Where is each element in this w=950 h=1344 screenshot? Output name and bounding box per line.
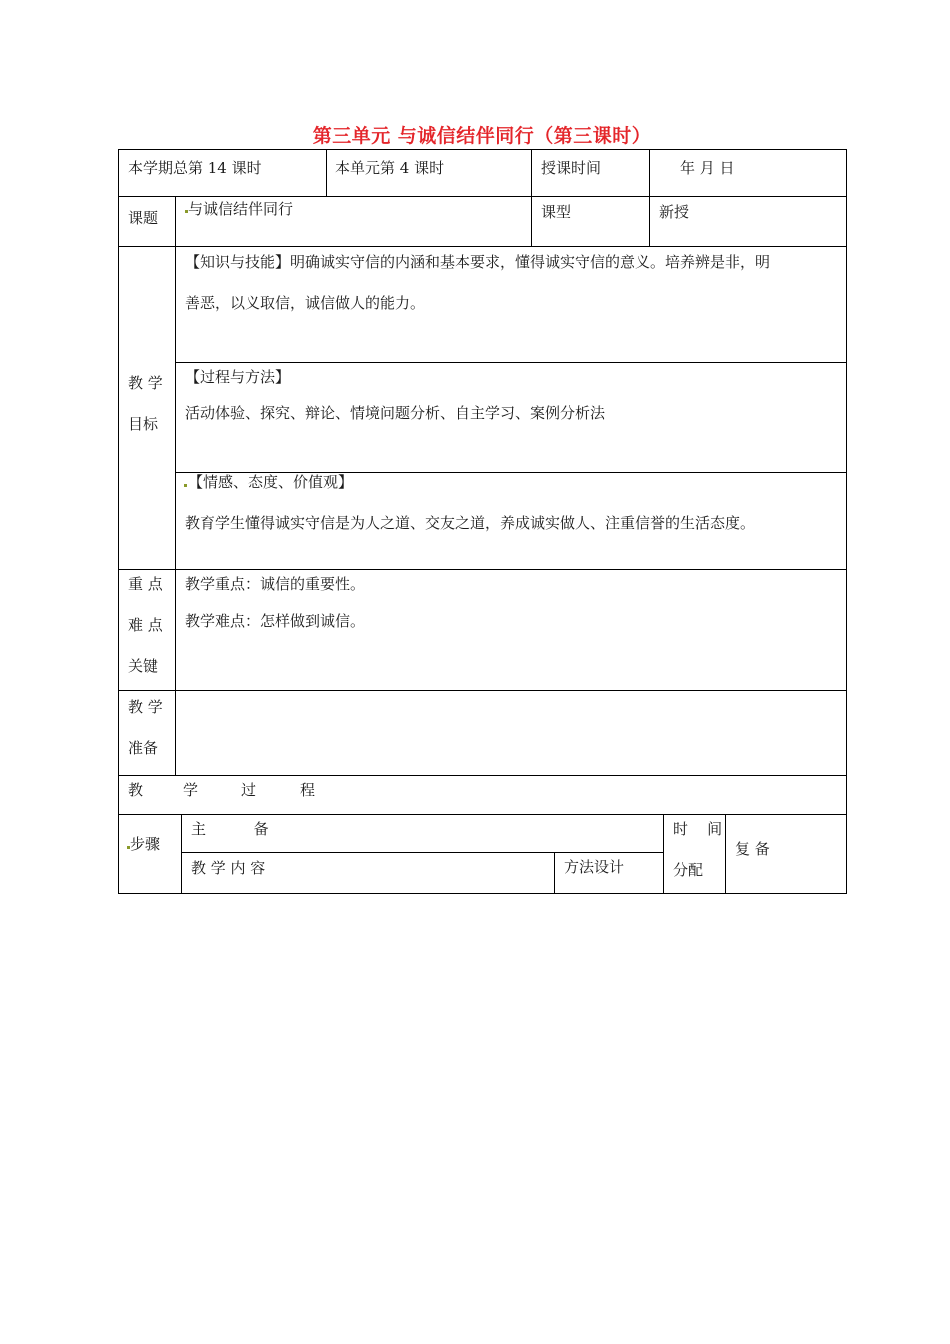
row-divider — [175, 362, 847, 363]
process-methods-text: 活动体验、探究、辩论、情境问题分析、自主学习、案例分析法 — [185, 404, 606, 422]
topic-value: 与诚信结伴同行 — [188, 200, 294, 218]
key-points-label: 难 点 — [128, 616, 163, 634]
unit-lesson-number: 本单元第 4 课时 — [335, 159, 445, 177]
teaching-time-label: 授课时间 — [541, 159, 602, 177]
lesson-type-value: 新授 — [659, 203, 690, 221]
process-methods-heading: 【过程与方法】 — [185, 368, 291, 386]
objectives-label: 目标 — [128, 415, 159, 433]
main-prep-header: 主 备 — [191, 820, 269, 838]
row-divider — [118, 246, 847, 247]
time-allocation-header: 分配 — [673, 861, 704, 879]
key-points-label: 重 点 — [128, 575, 163, 593]
row-divider — [118, 569, 847, 570]
teaching-content-header: 教 学 内 容 — [191, 859, 266, 877]
row-divider — [118, 196, 847, 197]
date-placeholder: 年 月 日 — [680, 159, 735, 177]
teaching-difficulty: 教学难点：怎样做到诚信。 — [185, 612, 366, 630]
page-title: 第三单元 与诚信结伴同行（第三课时） — [312, 125, 652, 147]
col-divider — [326, 149, 327, 196]
objectives-label: 教 学 — [128, 374, 163, 392]
time-allocation-header: 时 间 — [673, 820, 723, 838]
process-header-char: 程 — [300, 781, 316, 799]
method-design-header: 方法设计 — [564, 858, 625, 876]
marker-dot — [184, 484, 187, 487]
steps-label: 步骤 — [130, 835, 161, 853]
row-divider — [118, 775, 847, 776]
col-divider — [725, 814, 726, 894]
col-divider — [649, 149, 650, 246]
col-divider — [175, 196, 176, 775]
row-divider — [181, 852, 663, 853]
lesson-type-label: 课型 — [541, 203, 572, 221]
col-divider — [663, 814, 664, 894]
process-header-char: 教 — [128, 781, 144, 799]
process-header-char: 学 — [183, 781, 199, 799]
knowledge-skills-text: 善恶，以义取信，诚信做人的能力。 — [185, 294, 426, 312]
row-divider — [118, 814, 847, 815]
topic-label: 课题 — [128, 209, 159, 227]
col-divider — [554, 852, 555, 894]
semester-total-lesson: 本学期总第 14 课时 — [128, 159, 262, 177]
process-header-char: 过 — [241, 781, 257, 799]
teaching-focus: 教学重点：诚信的重要性。 — [185, 575, 366, 593]
review-prep-header: 复 备 — [735, 840, 770, 858]
col-divider — [531, 149, 532, 246]
row-divider — [118, 690, 847, 691]
preparation-label: 准备 — [128, 739, 159, 757]
col-divider — [181, 814, 182, 894]
emotion-values-heading: 【情感、态度、价值观】 — [188, 473, 354, 491]
emotion-values-text: 教育学生懂得诚实守信是为人之道、交友之道，养成诚实做人、注重信誉的生活态度。 — [185, 514, 756, 532]
knowledge-skills-text: 【知识与技能】明确诚实守信的内涵和基本要求，懂得诚实守信的意义。培养辨是非，明 — [185, 253, 771, 271]
key-points-label: 关键 — [128, 657, 159, 675]
preparation-label: 教 学 — [128, 698, 163, 716]
